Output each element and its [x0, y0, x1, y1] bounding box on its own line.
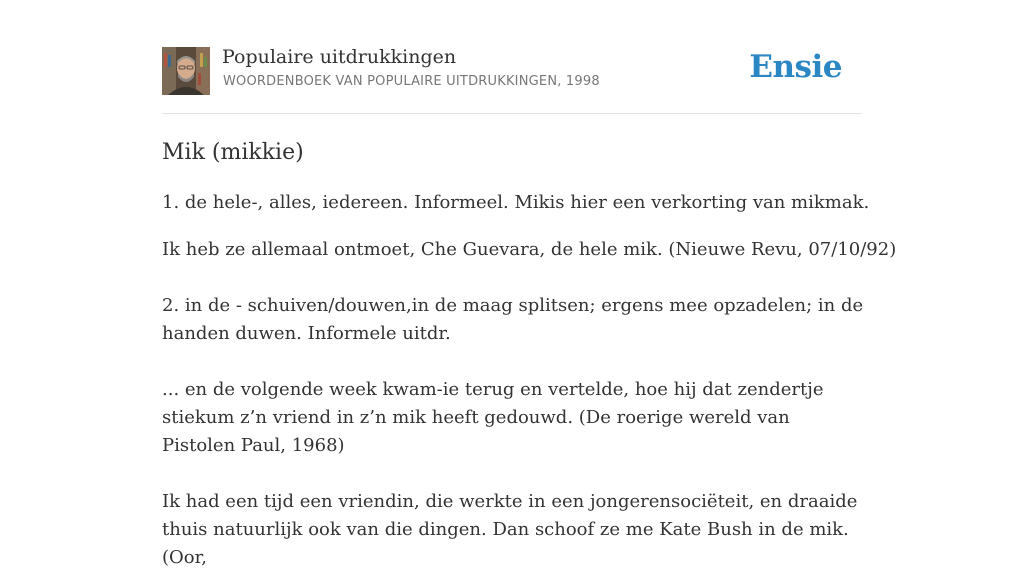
entry-paragraph: ... en de volgende week kwam-ie terug en vertelde, hoe hij dat zendertje stiekum z’n vriend in z’n mik heeft gedouwd. (De roerige wereld van Pistolen Paul, 1968)	[162, 379, 824, 456]
entry-paragraph: 2. in de - schuiven/douwen,in de maag splitsen; ergens mee opzadelen; in de handen duwen. Informele uitdr.	[162, 295, 864, 344]
source-header	[162, 46, 862, 96]
entry-title: Mik (mikkie)	[162, 140, 304, 165]
source-name[interactable]: Populaire uitdrukkingen	[222, 46, 457, 68]
source-subtitle: WOORDENBOEK VAN POPULAIRE UITDRUKKINGEN, 1998	[223, 74, 600, 89]
author-portrait-image	[162, 47, 210, 95]
header-divider	[162, 113, 862, 114]
author-avatar	[162, 47, 210, 95]
entry-paragraph: Ik heb ze allemaal ontmoet, Che Guevara, de hele mik. (Nieuwe Revu, 07/10/92)	[162, 239, 897, 260]
entry-content	[162, 136, 897, 572]
ensie-logo[interactable]: Ensie	[749, 49, 842, 85]
entry-paragraph: 1. de hele-, alles, iedereen. Informeel. Mikis hier een verkorting van mikmak.	[162, 192, 870, 213]
entry-paragraph: Ik had een tijd een vriendin, die werkte in een jongerensociëteit, en draaide thuis natuurlijk ook van die dingen. Dan schoof ze me Kate Bush in de mik. (Oor,	[162, 491, 858, 568]
